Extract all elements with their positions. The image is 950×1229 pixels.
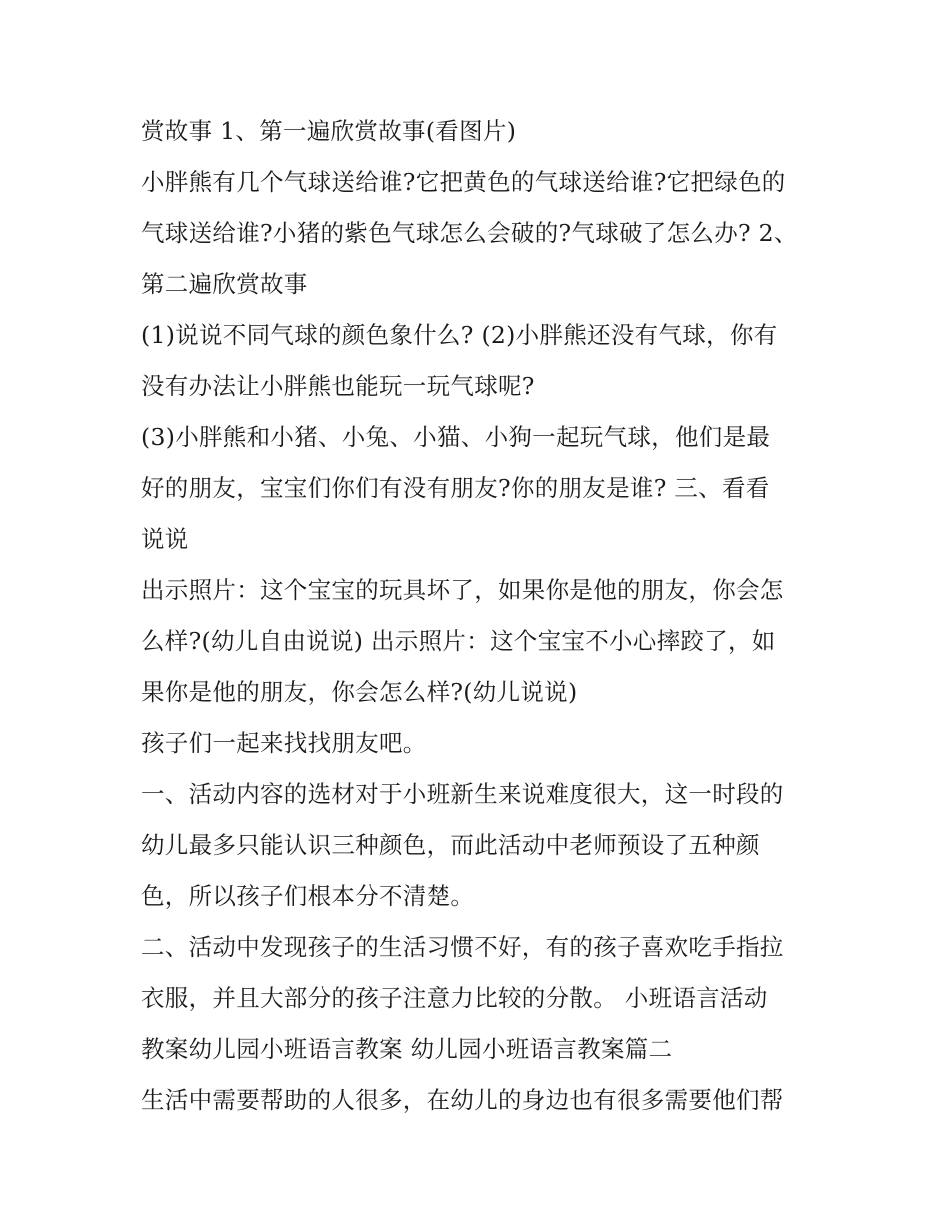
text-line: 没有办法让小胖熊也能玩一玩气球呢? — [141, 372, 535, 400]
text-line: 二、活动中发现孩子的生活习惯不好，有的孩子喜欢吃手指拉 — [141, 933, 784, 961]
document-body — [141, 106, 821, 1126]
text-line: 小胖熊有几个气球送给谁?它把黄色的气球送给谁?它把绿色的 — [141, 168, 786, 196]
text-line: 出示照片：这个宝宝的玩具坏了，如果你是他的朋友，你会怎 — [141, 576, 784, 604]
text-line: 么样?(幼儿自由说说) 出示照片：这个宝宝不小心摔跤了，如 — [141, 627, 776, 655]
text-line: 色，所以孩子们根本分不清楚。 — [141, 882, 475, 910]
text-line: 说说 — [141, 525, 189, 553]
text-line: (3)小胖熊和小猪、小兔、小猫、小狗一起玩气球，他们是最 — [141, 423, 771, 451]
text-line: 第二遍欣赏故事 — [141, 270, 308, 298]
text-line: (1)说说不同气球的颜色象什么? (2)小胖熊还没有气球，你有 — [141, 321, 778, 349]
text-line: 气球送给谁?小猪的紫色气球怎么会破的?气球破了怎么办? 2、 — [141, 219, 798, 247]
text-line: 孩子们一起来找找朋友吧。 — [141, 729, 427, 757]
text-line: 衣服，并且大部分的孩子注意力比较的分散。 小班语言活动 — [141, 984, 768, 1012]
text-line: 赏故事 1、第一遍欣赏故事(看图片) — [141, 117, 517, 145]
text-line: 果你是他的朋友，你会怎么样?(幼儿说说) — [141, 678, 578, 706]
text-line: 好的朋友，宝宝们你们有没有朋友?你的朋友是谁? 三、看看 — [141, 474, 770, 502]
text-line: 一、活动内容的选材对于小班新生来说难度很大，这一时段的 — [141, 780, 784, 808]
text-line: 生活中需要帮助的人很多，在幼儿的身边也有很多需要他们帮 — [141, 1086, 784, 1114]
text-line: 幼儿最多只能认识三种颜色，而此活动中老师预设了五种颜 — [141, 831, 760, 859]
text-line: 教案幼儿园小班语言教案 幼儿园小班语言教案篇二 — [141, 1035, 673, 1063]
